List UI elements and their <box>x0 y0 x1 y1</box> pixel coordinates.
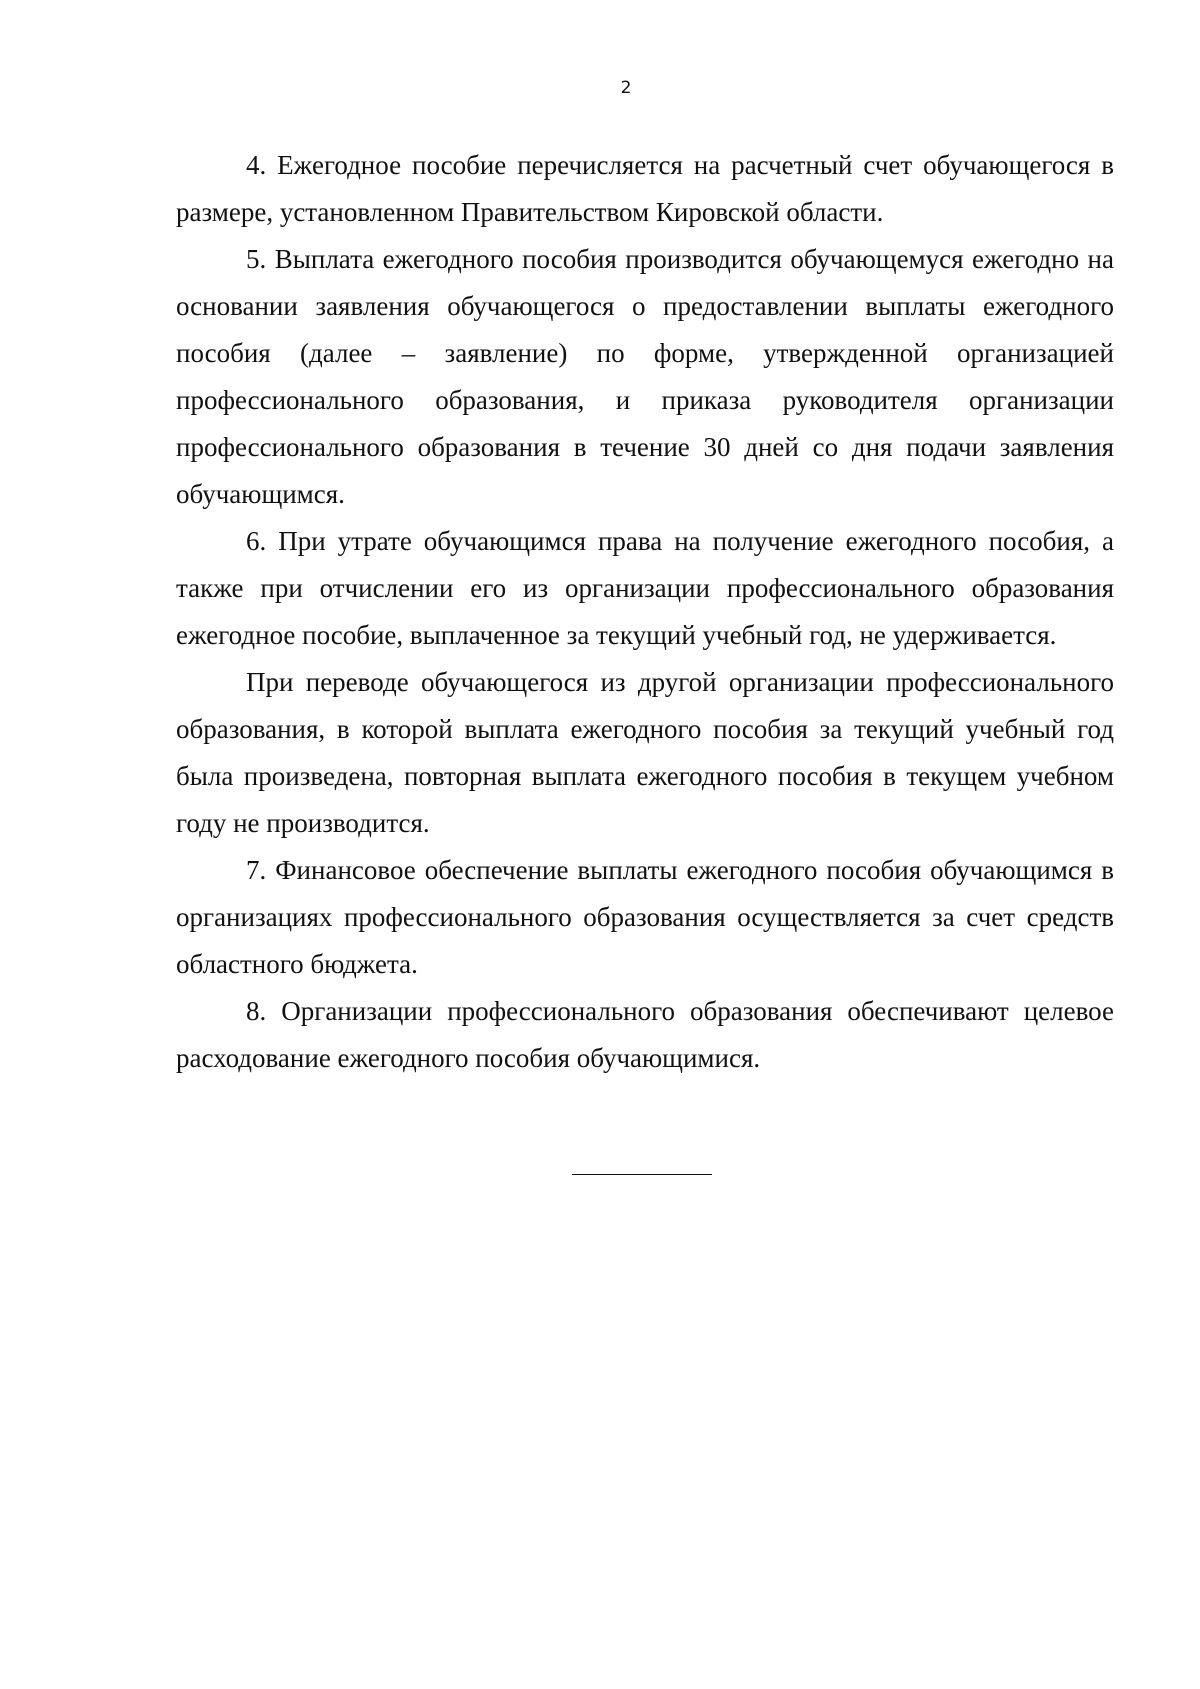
page-number: 2 <box>620 78 632 98</box>
end-divider <box>572 1174 712 1175</box>
document-body <box>176 142 1114 1082</box>
paragraph-transfer: При переводе обучающегося из другой организации профессионального образования, в которой выплата ежегодного пособия за текущий учебный год была произведена, повторная выплата ежегодного пособия в текущем учебном году не производится. <box>176 667 1114 838</box>
paragraph-item-4: 4. Ежегодное пособие перечисляется на расчетный счет обучающегося в размере, установленном Правительством Кировской области. <box>176 150 1114 227</box>
paragraph-item-7: 7. Финансовое обеспечение выплаты ежегодного пособия обучающимся в организациях профессионального образования осуществляется за счет средств областного бюджета. <box>176 855 1114 979</box>
paragraph-item-8: 8. Организации профессионального образования обеспечивают целевое расходование ежегодного пособия обучающимися. <box>176 996 1114 1073</box>
paragraph-item-5: 5. Выплата ежегодного пособия производится обучающемуся ежегодно на основании заявления обучающегося о предоставлении выплаты ежегодного пособия (далее – заявление) по форме, утвержденной организацией профессионального образования, и приказа руководителя организации профессионального образования в течение 30 дней со дня подачи заявления обучающимся. <box>176 244 1114 509</box>
paragraph-item-6: 6. При утрате обучающимся права на получение ежегодного пособия, а также при отчислении его из организации профессионального образования ежегодное пособие, выплаченное за текущий учебный год, не удерживается. <box>176 526 1114 650</box>
